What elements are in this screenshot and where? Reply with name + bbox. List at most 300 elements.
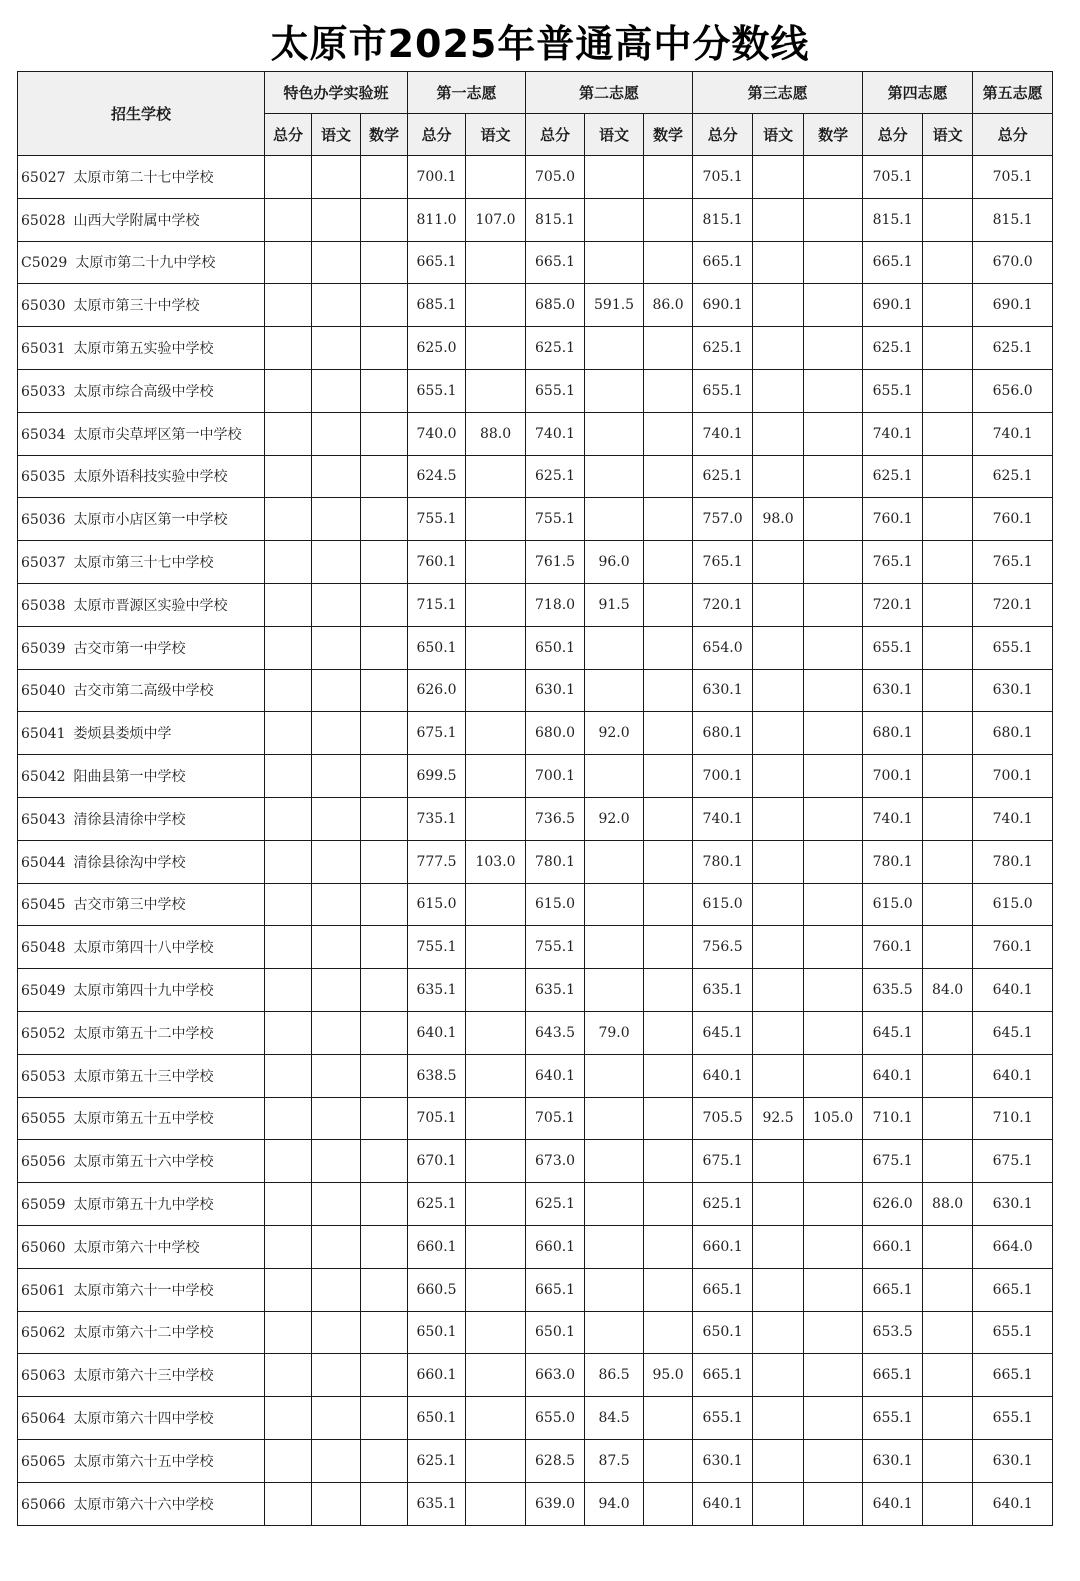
score-cell: 665.1 (973, 1268, 1053, 1311)
score-cell (466, 926, 526, 969)
score-cell: 625.1 (973, 327, 1053, 370)
score-cell: 680.1 (973, 712, 1053, 755)
score-cell (804, 797, 863, 840)
score-cell (753, 284, 804, 327)
school-cell (18, 626, 265, 669)
score-cell: 625.1 (693, 455, 753, 498)
score-cell: 650.1 (408, 626, 466, 669)
score-cell (265, 369, 312, 412)
table-row (18, 1140, 1053, 1183)
score-cell (466, 969, 526, 1012)
score-cell: 710.1 (863, 1097, 923, 1140)
score-cell (361, 840, 408, 883)
school-cell (18, 1311, 265, 1354)
score-cell (753, 241, 804, 284)
score-cell (644, 583, 693, 626)
score-cell (312, 583, 361, 626)
score-cell (312, 1354, 361, 1397)
score-cell: 630.1 (693, 669, 753, 712)
score-cell (644, 1397, 693, 1440)
score-cell: 690.1 (863, 284, 923, 327)
score-cell (585, 369, 644, 412)
school-code: 65053 (21, 1068, 66, 1085)
score-cell: 740.1 (973, 412, 1053, 455)
school-name: 太原市晋源区实验中学校 (73, 597, 228, 614)
score-cell: 720.1 (693, 583, 753, 626)
school-name: 太原市第三十中学校 (73, 298, 200, 315)
score-cell (585, 969, 644, 1012)
score-cell (804, 369, 863, 412)
score-cell (585, 1183, 644, 1226)
score-cell (804, 1397, 863, 1440)
score-cell (804, 1439, 863, 1482)
score-cell (361, 583, 408, 626)
school-name: 太原市第四十九中学校 (73, 983, 214, 1000)
table-row (18, 498, 1053, 541)
score-cell: 625.1 (408, 1183, 466, 1226)
score-cell: 780.1 (863, 840, 923, 883)
score-cell: 780.1 (526, 840, 585, 883)
score-cell: 591.5 (585, 284, 644, 327)
score-cell (466, 1354, 526, 1397)
score-cell (312, 241, 361, 284)
school-code: 65033 (21, 383, 66, 400)
score-cell (923, 1354, 973, 1397)
score-cell: 79.0 (585, 1011, 644, 1054)
score-cell (312, 1439, 361, 1482)
header-group-choice3: 第三志愿 (693, 72, 863, 114)
score-cell: 635.1 (526, 969, 585, 1012)
score-cell (585, 926, 644, 969)
score-cell (361, 1225, 408, 1268)
score-cell (923, 284, 973, 327)
score-cell: 700.1 (863, 755, 923, 798)
score-cell: 635.5 (863, 969, 923, 1012)
score-cell: 715.1 (408, 583, 466, 626)
score-cell (923, 1011, 973, 1054)
score-cell (804, 284, 863, 327)
school-cell (18, 755, 265, 798)
school-code: 65041 (21, 726, 66, 743)
page-title: 太原市2025年普通高中分数线 (270, 22, 810, 66)
score-cell (466, 541, 526, 584)
score-cell (466, 669, 526, 712)
score-cell: 670.0 (973, 241, 1053, 284)
score-cell (644, 241, 693, 284)
score-cell (312, 327, 361, 370)
score-cell: 765.1 (693, 541, 753, 584)
score-cell (804, 669, 863, 712)
score-cell (312, 1097, 361, 1140)
score-cell (753, 1268, 804, 1311)
score-cell (361, 156, 408, 199)
score-cell: 625.1 (693, 1183, 753, 1226)
score-cell (923, 883, 973, 926)
score-cell: 675.1 (973, 1140, 1053, 1183)
score-cell (361, 1140, 408, 1183)
score-cell: 685.0 (526, 284, 585, 327)
score-cell (466, 1054, 526, 1097)
header-sub: 数学 (644, 114, 693, 156)
score-cell (361, 412, 408, 455)
school-cell (18, 1225, 265, 1268)
score-cell (361, 1011, 408, 1054)
school-cell (18, 669, 265, 712)
table-row (18, 1268, 1053, 1311)
score-cell (753, 840, 804, 883)
score-cell (804, 156, 863, 199)
school-code: 65043 (21, 811, 66, 828)
header-sub: 总分 (693, 114, 753, 156)
score-cell (361, 797, 408, 840)
school-code: 65037 (21, 555, 66, 572)
score-cell (265, 412, 312, 455)
score-cell (312, 369, 361, 412)
school-code: 65055 (21, 1111, 66, 1128)
score-cell: 665.1 (863, 241, 923, 284)
score-cell: 105.0 (804, 1097, 863, 1140)
score-cell (361, 541, 408, 584)
score-cell: 665.1 (408, 241, 466, 284)
score-cell (804, 198, 863, 241)
score-cell (466, 1011, 526, 1054)
score-cell (361, 1397, 408, 1440)
score-cell (312, 1311, 361, 1354)
score-cell: 638.5 (408, 1054, 466, 1097)
score-cell (923, 1140, 973, 1183)
score-cell (804, 241, 863, 284)
score-cell (644, 327, 693, 370)
score-cell (585, 327, 644, 370)
score-cell (265, 1140, 312, 1183)
score-cell: 88.0 (923, 1183, 973, 1226)
score-cell (466, 1140, 526, 1183)
school-cell (18, 1097, 265, 1140)
score-cell: 756.5 (693, 926, 753, 969)
score-cell: 811.0 (408, 198, 466, 241)
score-cell (923, 1054, 973, 1097)
header-sub: 数学 (804, 114, 863, 156)
score-cell: 665.1 (693, 1354, 753, 1397)
score-cell: 755.1 (526, 926, 585, 969)
score-cell: 690.1 (693, 284, 753, 327)
score-cell (753, 797, 804, 840)
school-cell (18, 1397, 265, 1440)
school-code: 65056 (21, 1154, 66, 1171)
score-cell (923, 755, 973, 798)
score-cell (265, 198, 312, 241)
score-cell (644, 412, 693, 455)
score-cell: 720.1 (863, 583, 923, 626)
score-cell (265, 626, 312, 669)
school-code: 65063 (21, 1368, 66, 1385)
score-cell (312, 626, 361, 669)
table-row (18, 626, 1053, 669)
school-code: 65040 (21, 683, 66, 700)
score-cell: 815.1 (973, 198, 1053, 241)
score-cell (312, 883, 361, 926)
score-cell: 670.1 (408, 1140, 466, 1183)
school-name: 太原市第四十八中学校 (73, 940, 214, 957)
score-cell (466, 1225, 526, 1268)
score-cell (361, 1097, 408, 1140)
score-cell: 655.0 (526, 1397, 585, 1440)
school-name: 太原市第五十二中学校 (73, 1025, 214, 1042)
score-cell: 615.0 (408, 883, 466, 926)
score-cell (265, 1439, 312, 1482)
school-code: 65066 (21, 1496, 66, 1513)
score-cell: 98.0 (753, 498, 804, 541)
table-row (18, 1397, 1053, 1440)
score-cell (361, 1482, 408, 1525)
score-cell: 765.1 (863, 541, 923, 584)
score-cell (265, 883, 312, 926)
school-name: 太原市第二十九中学校 (75, 255, 216, 272)
score-cell (753, 1354, 804, 1397)
school-code: 65031 (21, 341, 66, 358)
score-cell: 626.0 (863, 1183, 923, 1226)
score-cell: 615.0 (693, 883, 753, 926)
score-cell (923, 498, 973, 541)
score-cell (753, 1183, 804, 1226)
score-cell: 640.1 (526, 1054, 585, 1097)
score-cell (923, 840, 973, 883)
score-cell: 665.1 (526, 1268, 585, 1311)
score-cell (585, 669, 644, 712)
school-name: 娄烦县娄烦中学 (73, 726, 172, 743)
score-cell (585, 883, 644, 926)
table-row (18, 198, 1053, 241)
school-name: 太原市第三十七中学校 (73, 555, 214, 572)
score-cell (312, 455, 361, 498)
score-cell (265, 755, 312, 798)
school-code: 65064 (21, 1411, 66, 1427)
score-cell (753, 669, 804, 712)
table-row (18, 1097, 1053, 1140)
score-cell: 640.1 (863, 1054, 923, 1097)
score-cell (923, 1268, 973, 1311)
school-cell (18, 327, 265, 370)
score-cell: 640.1 (973, 1482, 1053, 1525)
score-cell: 625.1 (863, 327, 923, 370)
score-cell (312, 1397, 361, 1440)
score-cell (753, 969, 804, 1012)
score-cell: 653.5 (863, 1311, 923, 1354)
table-row (18, 241, 1053, 284)
table-row (18, 1225, 1053, 1268)
score-cell (753, 1054, 804, 1097)
score-cell (265, 669, 312, 712)
score-cell: 757.0 (693, 498, 753, 541)
score-cell: 718.0 (526, 583, 585, 626)
score-cell: 700.1 (973, 755, 1053, 798)
score-cell: 700.1 (693, 755, 753, 798)
score-cell: 680.1 (693, 712, 753, 755)
score-cell: 86.5 (585, 1354, 644, 1397)
score-cell: 92.0 (585, 712, 644, 755)
score-cell (361, 712, 408, 755)
school-name: 古交市第一中学校 (73, 640, 186, 657)
school-name: 太原市第五十九中学校 (73, 1197, 214, 1214)
score-cell (361, 498, 408, 541)
score-cell (753, 541, 804, 584)
score-cell: 690.1 (973, 284, 1053, 327)
score-cell: 710.1 (973, 1097, 1053, 1140)
score-cell (753, 712, 804, 755)
score-cell (265, 498, 312, 541)
score-cell: 815.1 (863, 198, 923, 241)
score-cell (644, 1482, 693, 1525)
score-cell (312, 1482, 361, 1525)
score-cell (753, 327, 804, 370)
score-cell: 705.1 (408, 1097, 466, 1140)
score-cell: 685.1 (408, 284, 466, 327)
score-cell (466, 498, 526, 541)
score-cell (804, 1054, 863, 1097)
score-cell (361, 1354, 408, 1397)
score-cell: 815.1 (526, 198, 585, 241)
school-code: 65049 (21, 983, 66, 1000)
table-header (18, 72, 1053, 156)
score-cell (265, 1225, 312, 1268)
score-cell: 630.1 (973, 669, 1053, 712)
score-cell (585, 840, 644, 883)
score-cell (753, 1439, 804, 1482)
score-cell: 755.1 (408, 926, 466, 969)
score-cell (923, 1397, 973, 1440)
school-name: 太原市第六十三中学校 (73, 1368, 214, 1385)
score-cell (753, 156, 804, 199)
score-cell: 655.1 (973, 1311, 1053, 1354)
score-cell (265, 156, 312, 199)
score-cell: 705.1 (693, 156, 753, 199)
score-cell (361, 926, 408, 969)
school-cell (18, 926, 265, 969)
score-cell (753, 1011, 804, 1054)
table-row (18, 1439, 1053, 1482)
score-cell: 88.0 (466, 412, 526, 455)
score-cell (644, 198, 693, 241)
score-cell: 92.0 (585, 797, 644, 840)
score-cell (312, 1268, 361, 1311)
score-cell (265, 541, 312, 584)
school-code: 65028 (21, 212, 66, 229)
score-cell: 660.5 (408, 1268, 466, 1311)
score-cell: 735.1 (408, 797, 466, 840)
score-cell: 660.1 (408, 1354, 466, 1397)
score-cell (644, 498, 693, 541)
score-cell: 780.1 (973, 840, 1053, 883)
score-cell: 755.1 (408, 498, 466, 541)
score-cell: 92.5 (753, 1097, 804, 1140)
score-cell (585, 1054, 644, 1097)
school-name: 太原市第六十六中学校 (73, 1496, 214, 1513)
score-cell (644, 755, 693, 798)
score-cell: 699.5 (408, 755, 466, 798)
school-code: 65042 (21, 769, 66, 786)
score-cell (804, 1183, 863, 1226)
score-cell (361, 1183, 408, 1226)
score-cell: 664.0 (973, 1225, 1053, 1268)
score-cell: 615.0 (863, 883, 923, 926)
score-cell (923, 669, 973, 712)
table-row (18, 583, 1053, 626)
header-sub: 语文 (923, 114, 973, 156)
score-cell: 640.1 (973, 969, 1053, 1012)
score-cell (753, 198, 804, 241)
score-cell: 660.1 (693, 1225, 753, 1268)
score-cell: 625.0 (408, 327, 466, 370)
score-cell (923, 797, 973, 840)
score-cell: 645.1 (693, 1011, 753, 1054)
score-cell: 675.1 (863, 1140, 923, 1183)
score-cell (753, 412, 804, 455)
header-group-choice5: 第五志愿 (973, 72, 1053, 114)
table-row (18, 1054, 1053, 1097)
score-cell (312, 969, 361, 1012)
score-cell (804, 1268, 863, 1311)
score-cell (923, 369, 973, 412)
table-row (18, 541, 1053, 584)
score-cell (312, 797, 361, 840)
score-cell: 705.1 (863, 156, 923, 199)
score-cell (466, 241, 526, 284)
score-cell: 640.1 (863, 1482, 923, 1525)
score-cell (804, 1011, 863, 1054)
score-cell (312, 712, 361, 755)
score-cell: 96.0 (585, 541, 644, 584)
score-cell: 705.0 (526, 156, 585, 199)
score-cell: 655.1 (863, 1397, 923, 1440)
score-cell (361, 327, 408, 370)
score-cell (466, 156, 526, 199)
score-cell: 95.0 (644, 1354, 693, 1397)
score-cell: 626.0 (408, 669, 466, 712)
table-row (18, 1011, 1053, 1054)
table-row (18, 712, 1053, 755)
score-cell: 615.0 (526, 883, 585, 926)
school-name: 太原外语科技实验中学校 (73, 469, 228, 486)
school-cell (18, 455, 265, 498)
header-sub: 总分 (408, 114, 466, 156)
school-code: 65044 (21, 854, 66, 871)
score-cell: 675.1 (408, 712, 466, 755)
score-cell: 760.1 (863, 926, 923, 969)
score-cell (312, 541, 361, 584)
school-name: 太原市第五十三中学校 (73, 1068, 214, 1085)
score-cell (644, 797, 693, 840)
school-name: 阳曲县第一中学校 (73, 769, 186, 786)
score-cell (466, 1097, 526, 1140)
score-cell (753, 583, 804, 626)
score-cell: 654.0 (693, 626, 753, 669)
school-name: 古交市第二高级中学校 (73, 683, 214, 700)
header-group-choice4: 第四志愿 (863, 72, 973, 114)
school-code: 65036 (21, 512, 66, 529)
table-row (18, 369, 1053, 412)
score-cell (923, 1439, 973, 1482)
score-cell: 635.1 (408, 969, 466, 1012)
school-code: 65060 (21, 1239, 66, 1256)
school-code: 65039 (21, 640, 66, 657)
score-cell: 815.1 (693, 198, 753, 241)
school-name: 清徐县清徐中学校 (73, 811, 186, 828)
score-cell (585, 412, 644, 455)
school-name: 太原市第六十二中学校 (73, 1325, 214, 1342)
score-cell: 660.1 (408, 1225, 466, 1268)
score-cell (361, 284, 408, 327)
score-cell (585, 498, 644, 541)
